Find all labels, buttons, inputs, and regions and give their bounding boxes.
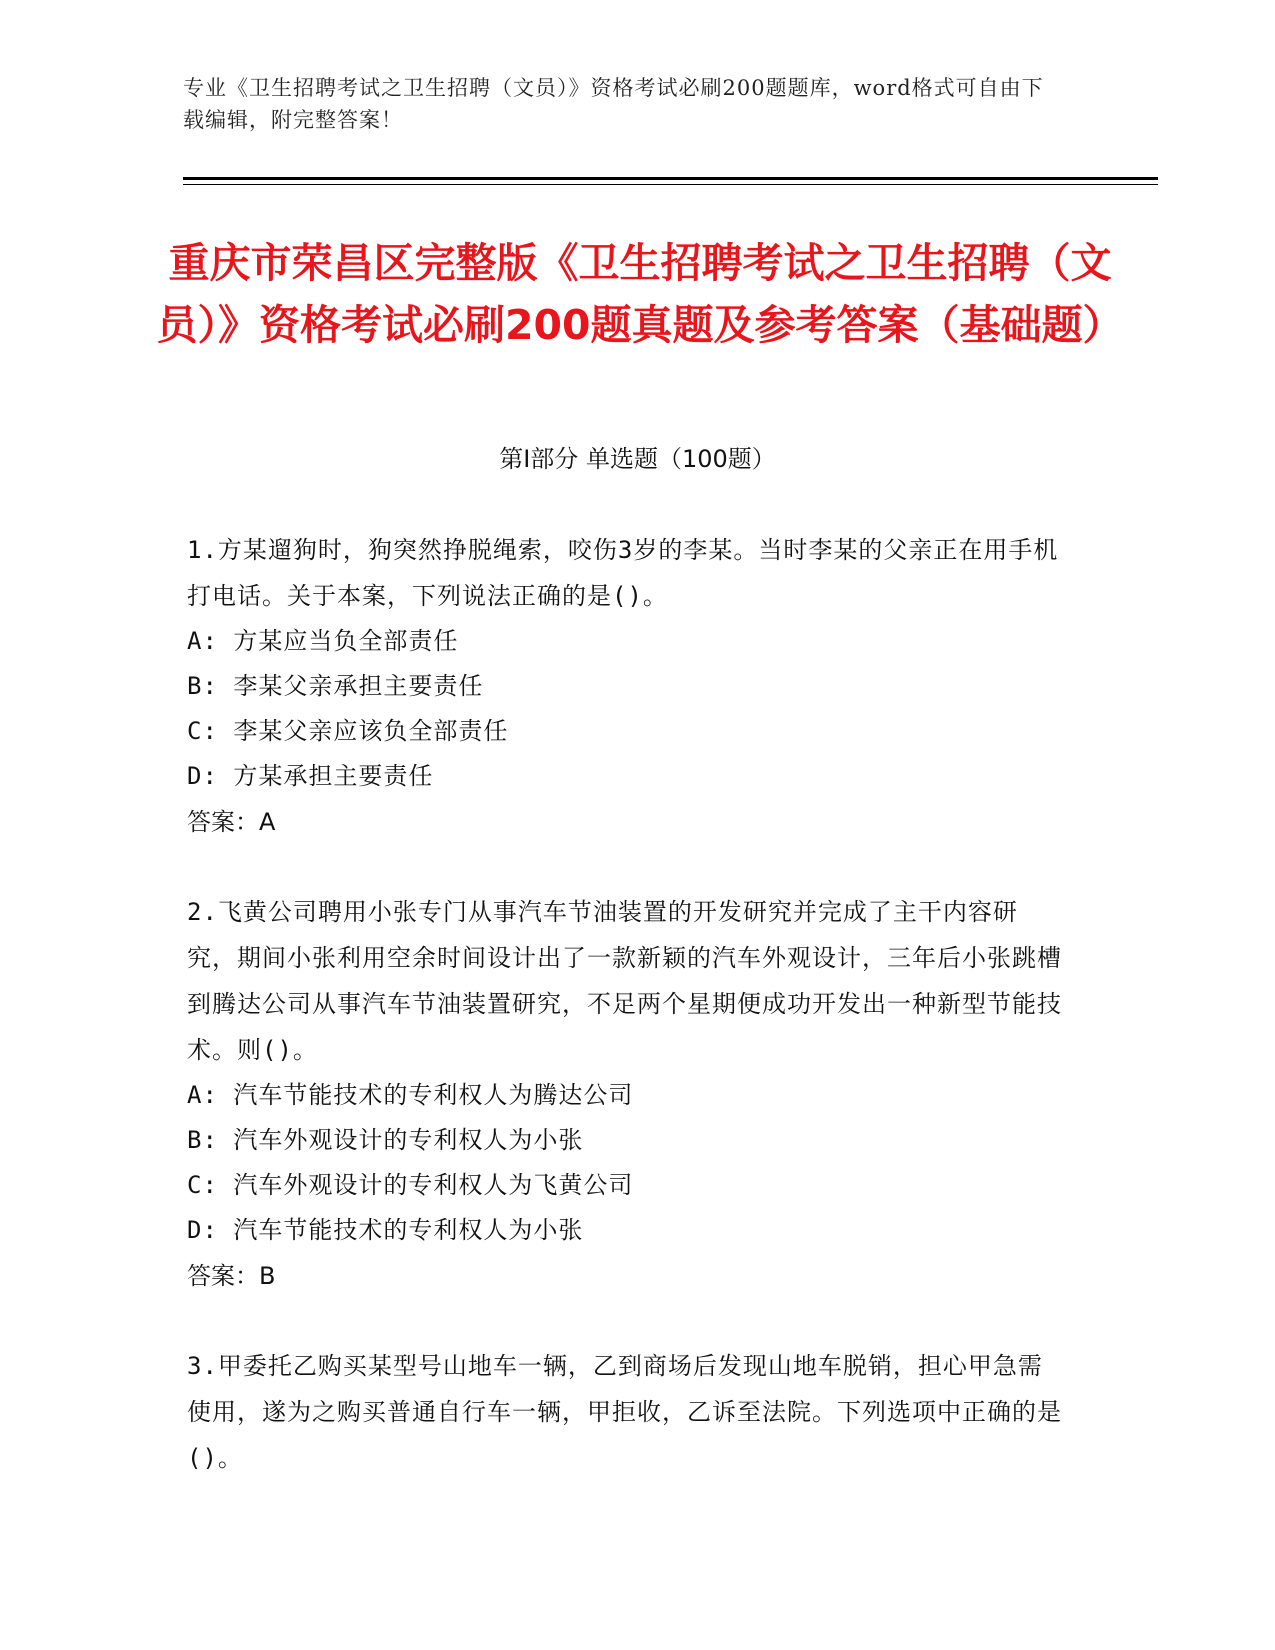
option-c: C: 李某父亲应该负全部责任	[187, 717, 509, 745]
option-d: D: 汽车节能技术的专利权人为小张	[187, 1216, 584, 1244]
option-a: A: 汽车节能技术的专利权人为腾达公司	[187, 1081, 634, 1109]
question-item	[187, 527, 1067, 845]
answer-line: 答案：B	[187, 1262, 276, 1290]
question-list	[187, 527, 1067, 1509]
document-title: 重庆市荣昌区完整版《卫生招聘考试之卫生招聘（文员）》资格考试必刷200题真题及参考答案（基础题）	[156, 239, 1124, 349]
question-text: 3.甲委托乙购买某型号山地车一辆，乙到商场后发现山地车脱销，担心甲急需使用，遂为之购买普通自行车一辆，甲拒收，乙诉至法院。下列选项中正确的是()。	[187, 1352, 1062, 1472]
question-item	[187, 1343, 1067, 1481]
question-item	[187, 889, 1067, 1299]
header-divider-thick	[183, 177, 1158, 180]
answer-line: 答案：A	[187, 808, 276, 836]
question-text: 1.方某遛狗时，狗突然挣脱绳索，咬伤3岁的李某。当时李某的父亲正在用手机打电话。关于本案，下列说法正确的是()。	[187, 536, 1059, 610]
header-divider-thin	[183, 184, 1158, 185]
option-b: B: 汽车外观设计的专利权人为小张	[187, 1126, 584, 1154]
question-text: 2.飞黄公司聘用小张专门从事汽车节油装置的开发研究并完成了主干内容研究，期间小张利用空余时间设计出了一款新颖的汽车外观设计，三年后小张跳槽到腾达公司从事汽车节油装置研究，不足两个星期便成功开发出一种新型节能技术。则()。	[187, 898, 1062, 1064]
header-note: 专业《卫生招聘考试之卫生招聘（文员）》资格考试必刷200题题库，word格式可自由下载编辑，附完整答案！	[183, 76, 1044, 132]
option-c: C: 汽车外观设计的专利权人为飞黄公司	[187, 1171, 634, 1199]
option-a: A: 方某应当负全部责任	[187, 627, 459, 655]
option-d: D: 方某承担主要责任	[187, 762, 434, 790]
option-b: B: 李某父亲承担主要责任	[187, 672, 484, 700]
section-heading: 第Ⅰ部分 单选题（100题）	[499, 445, 776, 473]
